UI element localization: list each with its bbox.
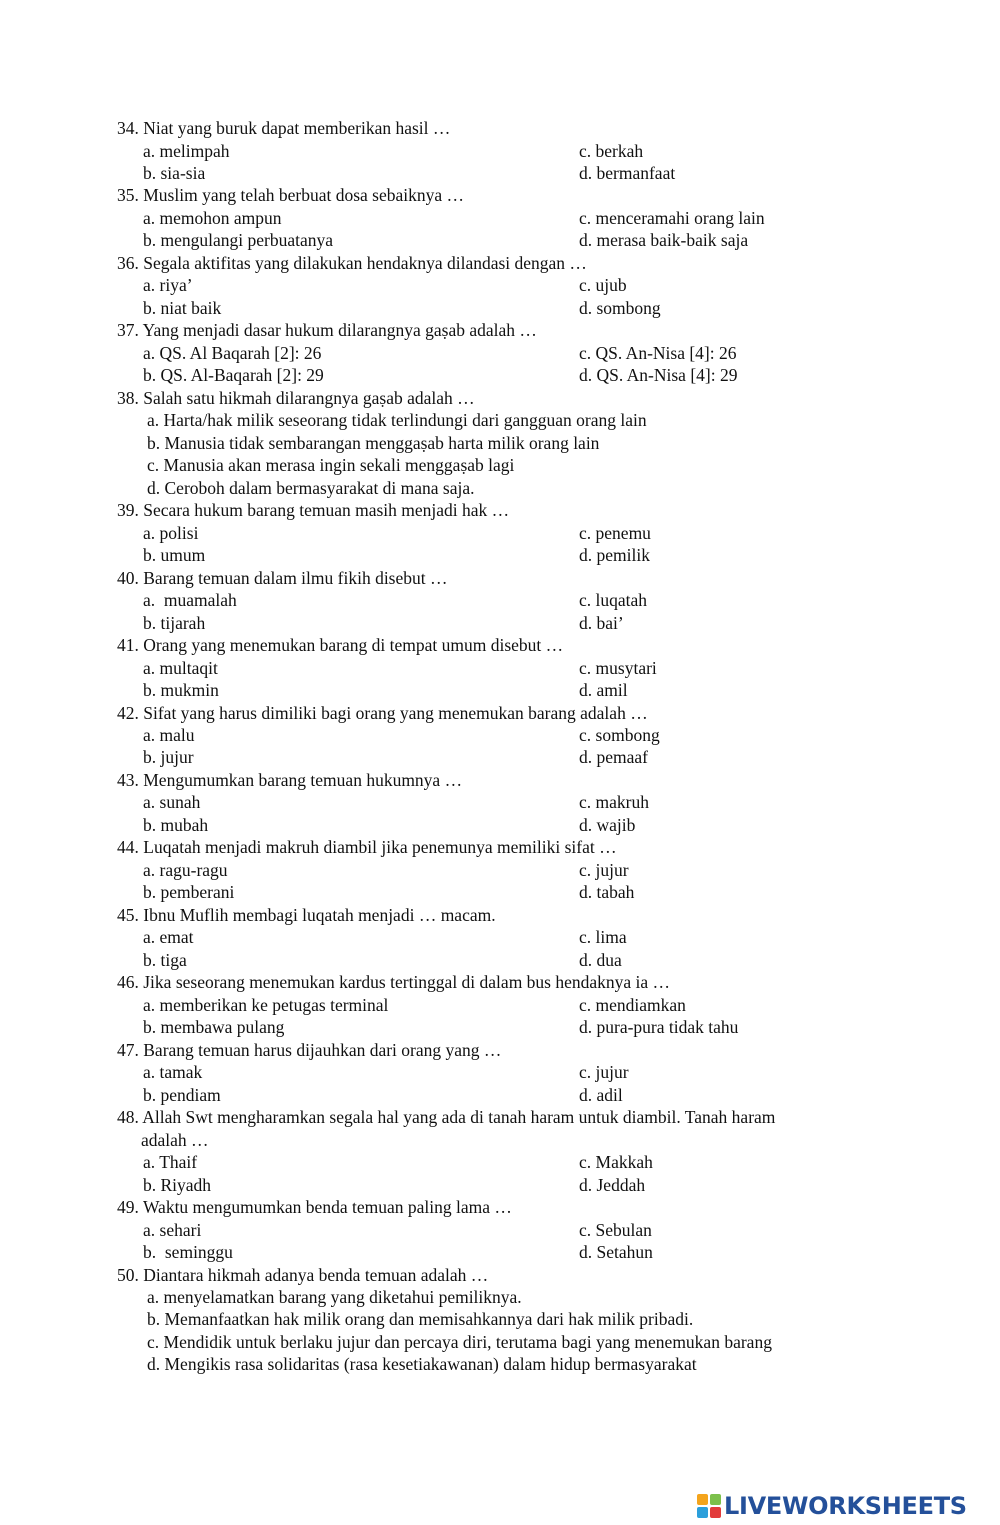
option-letter: d. <box>147 477 161 498</box>
option-letter: b. <box>143 612 157 633</box>
option-a[interactable] <box>143 1061 202 1084</box>
option-a[interactable] <box>143 657 218 680</box>
option-c[interactable] <box>579 657 657 680</box>
option-letter: d. <box>579 747 593 768</box>
option-a[interactable] <box>143 724 195 747</box>
option-letter: d. <box>579 680 593 700</box>
option-d[interactable] <box>147 1353 697 1376</box>
option-text: merasa baik-baik saja <box>596 230 749 251</box>
option-letter: d. <box>579 949 593 970</box>
option-text: Memanfaatkan hak milik orang dan memisahkannya dari hak milik pribadi. <box>164 1309 694 1330</box>
option-text: Sebulan <box>595 1219 652 1240</box>
option-c[interactable] <box>579 207 765 230</box>
option-text: pemberani <box>160 882 235 903</box>
option-letter: b. <box>147 432 161 453</box>
option-text: mengulangi perbuatanya <box>160 230 334 251</box>
option-letter: a. <box>143 792 156 813</box>
question-text: Ibnu Muflih membagi luqatah menjadi … macam. <box>143 904 496 925</box>
option-letter: b. <box>143 1084 157 1105</box>
question-text: Secara hukum barang temuan masih menjadi hak … <box>143 500 510 521</box>
option-text: pura-pura tidak tahu <box>596 1017 739 1038</box>
option-text: niat baik <box>160 297 222 318</box>
option-letter: a. <box>143 140 156 161</box>
option-c[interactable] <box>579 589 647 612</box>
option-c[interactable] <box>579 1219 652 1242</box>
option-b[interactable] <box>143 364 324 387</box>
question-number: 41. <box>117 635 139 655</box>
option-a[interactable] <box>143 1219 201 1242</box>
option-b[interactable] <box>143 1241 233 1264</box>
option-c[interactable] <box>579 724 660 747</box>
option-text: seminggu <box>160 1242 233 1262</box>
option-letter: c. <box>579 207 592 228</box>
option-d[interactable] <box>579 1016 738 1039</box>
question-stem <box>117 252 587 275</box>
option-letter: c. <box>579 927 592 948</box>
question-text: Muslim yang telah berbuat dosa sebaiknya … <box>143 185 465 206</box>
option-text: Ceroboh dalam bermasyarakat di mana saja. <box>164 477 475 498</box>
question-stem <box>117 184 464 207</box>
option-text: QS. Al-Baqarah [2]: 29 <box>160 365 324 386</box>
option-text: emat <box>159 927 194 948</box>
question-text: Barang temuan dalam ilmu fikih disebut … <box>143 567 448 588</box>
option-letter: a. <box>143 342 156 363</box>
option-text: Harta/hak milik seseorang tidak terlindungi dari gangguan orang lain <box>163 410 647 431</box>
question-number: 46. <box>117 972 139 993</box>
option-letter: c. <box>579 725 592 745</box>
question-stem <box>117 634 563 657</box>
option-text: menceramahi orang lain <box>595 207 765 228</box>
option-a[interactable] <box>143 207 282 230</box>
option-letter: c. <box>579 657 592 678</box>
option-c[interactable] <box>579 1151 653 1174</box>
option-letter: c. <box>579 522 592 543</box>
option-b[interactable] <box>143 679 219 702</box>
option-a[interactable] <box>143 140 230 163</box>
option-letter: a. <box>143 657 156 678</box>
question-stem <box>117 499 509 522</box>
option-text: berkah <box>595 140 644 161</box>
option-text: jujur <box>160 747 194 768</box>
question-stem <box>117 836 617 859</box>
logo-square <box>710 1494 721 1505</box>
option-text: adil <box>596 1084 623 1105</box>
question-stem <box>117 1106 775 1129</box>
question-number: 37. <box>117 320 139 341</box>
question-text: Salah satu hikmah dilarangnya gaṣab adalah … <box>143 387 475 408</box>
option-d[interactable] <box>579 949 622 972</box>
option-d[interactable] <box>579 544 650 567</box>
question-stem <box>117 319 537 342</box>
option-letter: c. <box>579 1219 592 1240</box>
option-text: bai’ <box>596 612 624 633</box>
question-text: Waktu mengumumkan benda temuan paling lama … <box>142 1197 512 1217</box>
question-stem <box>117 1264 488 1287</box>
question-number: 38. <box>117 387 139 408</box>
option-letter: b. <box>143 230 157 251</box>
option-text: muamalah <box>159 590 237 611</box>
option-letter: a. <box>143 859 156 880</box>
option-text: pemilik <box>596 545 650 566</box>
option-letter: d. <box>579 814 593 835</box>
option-text: Mendidik untuk berlaku jujur dan percaya diri, terutama bagi yang menemukan barang <box>163 1331 772 1352</box>
option-letter: a. <box>143 1062 156 1083</box>
option-c[interactable] <box>579 274 627 297</box>
option-b[interactable] <box>147 1308 693 1331</box>
option-c[interactable] <box>579 791 649 814</box>
option-letter: a. <box>143 275 156 296</box>
option-letter: d. <box>579 545 593 566</box>
option-letter: d. <box>579 1242 593 1262</box>
question-number: 47. <box>117 1039 139 1060</box>
option-a[interactable] <box>143 342 321 365</box>
option-letter: d. <box>579 1084 593 1105</box>
option-letter: b. <box>143 1174 157 1195</box>
option-c[interactable] <box>579 1061 629 1084</box>
option-letter: c. <box>579 1062 592 1083</box>
option-text: Manusia akan merasa ingin sekali menggaṣab lagi <box>163 455 515 476</box>
question-text: Yang menjadi dasar hukum dilarangnya gaṣab adalah … <box>142 320 537 341</box>
option-letter: d. <box>579 1017 593 1038</box>
option-letter: b. <box>143 882 157 903</box>
option-text: Mengikis rasa solidaritas (rasa kesetiakawanan) dalam hidup bermasyarakat <box>164 1354 697 1375</box>
option-text: sehari <box>159 1219 202 1240</box>
question-stem <box>117 904 496 927</box>
question-text: Luqatah menjadi makruh diambil jika penemunya memiliki sifat … <box>143 837 617 858</box>
option-letter: c. <box>579 275 592 296</box>
question-number: 34. <box>117 118 139 138</box>
question-text: Segala aktifitas yang dilakukan hendaknya dilandasi dengan … <box>143 252 587 273</box>
option-d[interactable] <box>579 162 675 185</box>
option-text: riya’ <box>159 275 193 296</box>
option-a[interactable] <box>143 589 237 612</box>
option-letter: a. <box>143 927 156 948</box>
logo-square <box>697 1507 708 1518</box>
logo-square <box>710 1507 721 1518</box>
option-text: bermanfaat <box>596 163 676 183</box>
option-a[interactable] <box>143 926 194 949</box>
option-letter: b. <box>143 747 157 768</box>
option-letter: b. <box>143 365 157 386</box>
option-d[interactable] <box>579 1084 623 1107</box>
option-letter: b. <box>147 1309 161 1330</box>
option-letter: a. <box>147 410 160 431</box>
option-letter: a. <box>143 994 156 1015</box>
option-a[interactable] <box>143 522 198 545</box>
option-text: sia-sia <box>160 163 206 183</box>
option-letter: c. <box>579 1152 592 1173</box>
question-number: 42. <box>117 702 139 723</box>
option-letter: c. <box>579 590 592 611</box>
option-text: ragu-ragu <box>159 859 228 880</box>
option-d[interactable] <box>579 1241 653 1264</box>
option-text: wajib <box>596 814 636 835</box>
option-d[interactable] <box>579 746 648 769</box>
option-letter: a. <box>143 725 156 745</box>
option-letter: d. <box>579 365 593 386</box>
question-text: Mengumumkan barang temuan hukumnya … <box>143 769 463 790</box>
option-d[interactable] <box>579 297 661 320</box>
question-text: Jika seseorang menemukan kardus tertinggal di dalam bus hendaknya ia … <box>143 972 671 993</box>
option-letter: c. <box>579 140 592 161</box>
option-b[interactable] <box>147 432 599 455</box>
option-c[interactable] <box>147 454 514 477</box>
option-letter: c. <box>147 455 160 476</box>
option-text: memberikan ke petugas terminal <box>159 994 389 1015</box>
option-text: Makkah <box>595 1152 653 1173</box>
option-d[interactable] <box>579 1174 645 1197</box>
option-text: makruh <box>595 792 649 813</box>
option-b[interactable] <box>143 814 208 837</box>
option-a[interactable] <box>143 791 200 814</box>
option-letter: c. <box>579 792 592 813</box>
option-d[interactable] <box>579 679 628 702</box>
option-letter: c. <box>579 342 592 363</box>
option-b[interactable] <box>143 1084 221 1107</box>
option-c[interactable] <box>579 926 627 949</box>
option-text: pendiam <box>160 1084 221 1105</box>
option-b[interactable] <box>143 612 205 635</box>
option-text: memohon ampun <box>159 207 282 228</box>
option-letter: c. <box>579 994 592 1015</box>
option-text: penemu <box>595 522 651 543</box>
option-text: mendiamkan <box>595 994 686 1015</box>
question-stem <box>117 769 462 792</box>
question-text-continued: adalah … <box>141 1129 209 1150</box>
option-text: luqatah <box>595 590 648 611</box>
option-text: tabah <box>596 882 635 903</box>
option-letter: d. <box>579 297 593 318</box>
option-letter: a. <box>143 522 156 543</box>
option-b[interactable] <box>143 162 205 185</box>
option-c[interactable] <box>579 140 643 163</box>
option-letter: a. <box>143 1219 156 1240</box>
option-text: mukmin <box>160 680 219 700</box>
logo-mark-icon <box>697 1494 721 1518</box>
option-text: malu <box>159 725 195 745</box>
option-letter: d. <box>579 612 593 633</box>
option-text: sunah <box>159 792 201 813</box>
option-a[interactable] <box>143 859 228 882</box>
question-stem <box>117 567 448 590</box>
option-d[interactable] <box>579 881 634 904</box>
option-c[interactable] <box>579 522 651 545</box>
option-letter: b. <box>143 545 157 566</box>
option-c[interactable] <box>579 342 737 365</box>
option-letter: b. <box>143 680 157 700</box>
question-text: Allah Swt mengharamkan segala hal yang ada di tanah haram untuk diambil. Tanah haram <box>142 1107 776 1128</box>
option-letter: a. <box>147 1287 160 1307</box>
question-text: Sifat yang harus dimiliki bagi orang yang menemukan barang adalah … <box>143 702 648 723</box>
question-number: 49. <box>117 1197 139 1217</box>
option-text: multaqit <box>159 657 218 678</box>
question-number: 40. <box>117 567 139 588</box>
question-number: 48. <box>117 1107 139 1128</box>
option-letter: a. <box>143 1152 156 1173</box>
option-letter: b. <box>143 1017 157 1038</box>
option-text: dua <box>596 949 622 970</box>
question-number: 39. <box>117 500 139 521</box>
question-number: 35. <box>117 185 139 206</box>
option-a[interactable] <box>147 409 647 432</box>
option-text: musytari <box>595 657 657 678</box>
option-a[interactable] <box>143 994 388 1017</box>
option-c[interactable] <box>147 1331 772 1354</box>
option-text: jujur <box>595 1062 629 1083</box>
option-b[interactable] <box>143 297 221 320</box>
option-b[interactable] <box>143 949 187 972</box>
option-text: QS. An-Nisa [4]: 26 <box>595 342 737 363</box>
option-letter: d. <box>579 163 593 183</box>
question-stem <box>117 1039 501 1062</box>
option-text: tiga <box>160 949 187 970</box>
option-text: QS. An-Nisa [4]: 29 <box>596 365 738 386</box>
question-number: 36. <box>117 252 139 273</box>
option-letter: d. <box>579 1174 593 1195</box>
logo-text: LIVEWORKSHEETS <box>724 1492 967 1520</box>
option-text: QS. Al Baqarah [2]: 26 <box>159 342 322 363</box>
question-number: 44. <box>117 837 139 858</box>
option-text: membawa pulang <box>160 1017 285 1038</box>
option-letter: b. <box>143 814 157 835</box>
option-b[interactable] <box>143 1016 284 1039</box>
option-letter: b. <box>143 297 157 318</box>
question-stem <box>117 702 648 725</box>
option-letter: d. <box>579 230 593 251</box>
option-text: polisi <box>159 522 199 543</box>
option-text: tamak <box>159 1062 203 1083</box>
option-d[interactable] <box>147 477 475 500</box>
question-text: Orang yang menemukan barang di tempat umum disebut … <box>143 635 564 655</box>
option-text: Jeddah <box>596 1174 646 1195</box>
option-text: Riyadh <box>160 1174 212 1195</box>
option-c[interactable] <box>579 994 686 1017</box>
option-b[interactable] <box>143 229 333 252</box>
option-text: Thaif <box>159 1152 198 1173</box>
question-number: 43. <box>117 769 139 790</box>
question-stem <box>117 387 475 410</box>
option-text: mubah <box>160 814 209 835</box>
option-letter: d. <box>579 882 593 903</box>
logo-square <box>697 1494 708 1505</box>
option-d[interactable] <box>579 364 737 387</box>
option-text: sombong <box>596 297 661 318</box>
option-text: melimpah <box>159 140 230 161</box>
option-c[interactable] <box>579 859 629 882</box>
option-text: menyelamatkan barang yang diketahui pemiliknya. <box>163 1287 522 1307</box>
option-text: lima <box>595 927 627 948</box>
option-a[interactable] <box>147 1286 522 1309</box>
option-text: Manusia tidak sembarangan menggaṣab harta milik orang lain <box>164 432 600 453</box>
option-letter: c. <box>147 1331 160 1352</box>
option-b[interactable] <box>143 544 205 567</box>
option-text: sombong <box>595 725 660 745</box>
option-letter: a. <box>143 590 156 611</box>
option-b[interactable] <box>143 1174 211 1197</box>
option-text: umum <box>160 545 206 566</box>
question-number: 50. <box>117 1264 139 1285</box>
option-text: amil <box>596 680 628 700</box>
option-text: Setahun <box>596 1242 653 1262</box>
option-letter: c. <box>579 859 592 880</box>
option-letter: a. <box>143 207 156 228</box>
option-a[interactable] <box>143 1151 197 1174</box>
option-letter: b. <box>143 949 157 970</box>
question-stem <box>117 117 450 140</box>
question-text: Diantara hikmah adanya benda temuan adalah … <box>143 1264 489 1285</box>
option-letter: d. <box>147 1354 161 1375</box>
option-text: ujub <box>595 275 627 296</box>
question-stem <box>117 971 670 994</box>
question-text: Niat yang buruk dapat memberikan hasil … <box>143 118 451 138</box>
liveworksheets-logo <box>697 1492 967 1520</box>
option-d[interactable] <box>579 612 624 635</box>
option-b[interactable] <box>143 881 234 904</box>
option-d[interactable] <box>579 229 748 252</box>
option-text: tijarah <box>160 612 206 633</box>
option-text: jujur <box>595 859 629 880</box>
option-letter: b. <box>143 1242 157 1262</box>
option-a[interactable] <box>143 274 193 297</box>
question-number: 45. <box>117 904 139 925</box>
option-letter: b. <box>143 163 157 183</box>
option-d[interactable] <box>579 814 635 837</box>
option-b[interactable] <box>143 746 194 769</box>
question-stem <box>117 1196 512 1219</box>
option-text: pemaaf <box>596 747 648 768</box>
question-text: Barang temuan harus dijauhkan dari orang yang … <box>143 1039 502 1060</box>
